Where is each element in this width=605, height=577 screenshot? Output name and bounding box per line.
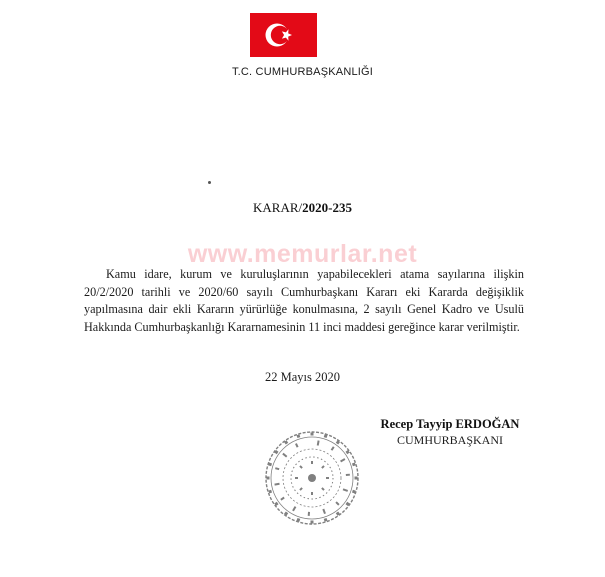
turkish-flag-icon [250,13,317,57]
decision-body-paragraph: Kamu idare, kurum ve kuruluşlarının yapabilecekleri atama sayılarına ilişkin 20/2/2020 tarihli ve 2020/60 sayılı Cumhurbaşkanı Kararı eki Kararda değişiklik yapılmasına dair ekli Kararın yürürlüğe konulmasına, 2 sayılı Genel Kadro ve Usulü Hakkında Cumhurbaşkanlığı Kararnamesinin 11 inci maddesi gereğince karar verilmiştir. [84,267,524,334]
decision-prefix: KARAR/ [253,200,303,215]
signer-title: CUMHURBAŞKANI [396,433,503,447]
decision-date: 22 Mayıs 2020 [265,370,340,384]
presidential-seal-stamp [262,428,362,528]
scan-speck [208,181,211,184]
decision-number-value: 2020-235 [302,200,352,215]
decision-number [0,200,605,216]
signer-name: Recep Tayyip ERDOĞAN [380,417,520,431]
watermark: www.memurlar.net [187,240,418,268]
institution-title: T.C. CUMHURBAŞKANLIĞI [231,66,374,78]
